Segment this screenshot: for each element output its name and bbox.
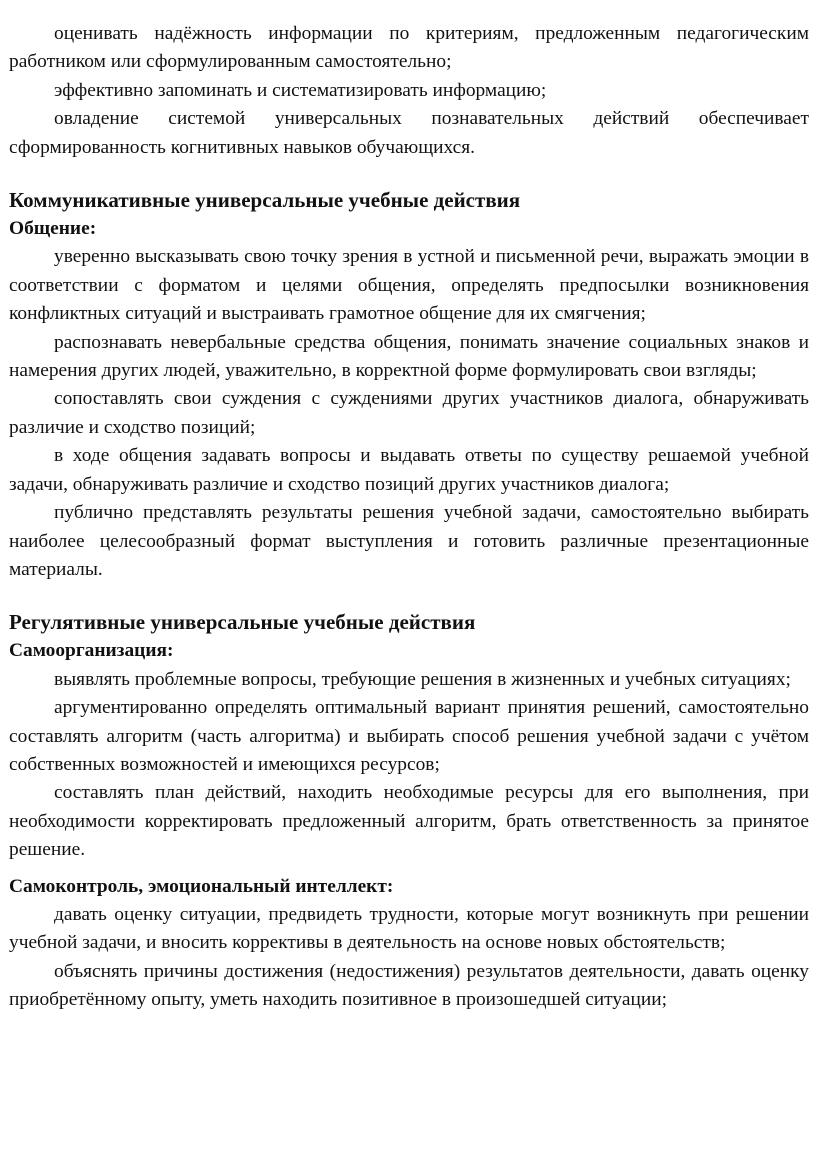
- list-item: аргументированно определять оптимальный вариант принятия решений, самостоятельно составлять алгоритм (часть алгоритма) и выбирать способ решения учебной задачи с учётом собственных возможностей и имеющихся ресурсов;: [9, 697, 809, 775]
- list-item: сопоставлять свои суждения с суждениями других участников диалога, обнаруживать различие и сходство позиций;: [9, 388, 809, 438]
- list-item: распознавать невербальные средства общения, понимать значение социальных знаков и намерения других людей, уважительно, в корректной форме формулировать свои взгляды;: [9, 331, 809, 382]
- list-item: уверенно высказывать свою точку зрения в устной и письменной речи, выражать эмоции в соответствии с форматом и целями общения, определять предпосылки возникновения конфликтных ситуаций и выстраивать грамотное общение для их смягчения;: [9, 246, 809, 325]
- list-item: выявлять проблемные вопросы, требующие решения в жизненных и учебных ситуациях;: [54, 668, 791, 690]
- paragraph: оценивать надёжность информации по критериям, предложенным педагогическим работником или сформулированным самостоятельно;: [9, 23, 809, 73]
- subheading-self-organization: Самоорганизация:: [9, 640, 174, 662]
- paragraph: овладение системой универсальных познавательных действий обеспечивает сформированность когнитивных навыков обучающихся.: [9, 108, 809, 158]
- paragraph: эффективно запоминать и систематизировать информацию;: [54, 79, 547, 101]
- subheading-communication: Общение:: [9, 218, 97, 240]
- list-item: давать оценку ситуации, предвидеть трудности, которые могут возникнуть при решении учебной задачи, и вносить коррективы в деятельность на основе новых обстоятельств;: [9, 903, 809, 954]
- section-gap: [9, 584, 809, 608]
- section-gap: [9, 865, 809, 873]
- section-heading-communicative: Коммуникативные универсальные учебные действия: [9, 188, 521, 213]
- section-gap: [9, 162, 809, 186]
- list-item: в ходе общения задавать вопросы и выдавать ответы по существу решаемой учебной задачи, обнаруживать различие и сходство позиций других участников диалога;: [9, 445, 809, 495]
- list-item: публично представлять результаты решения учебной задачи, самостоятельно выбирать наиболее целесообразный формат выступления и готовить различные презентационные материалы.: [9, 502, 809, 580]
- list-item: составлять план действий, находить необходимые ресурсы для его выполнения, при необходимости корректировать предложенный алгоритм, брать ответственность за принятое решение.: [9, 782, 809, 861]
- list-item: объяснять причины достижения (недостижения) результатов деятельности, давать оценку приобретённому опыту, уметь находить позитивное в произошедшей ситуации;: [9, 960, 809, 1011]
- document-page: [9, 0, 809, 1015]
- section-heading-regulatory: Регулятивные универсальные учебные действия: [9, 610, 476, 635]
- subheading-self-control: Самоконтроль, эмоциональный интеллект:: [9, 875, 394, 897]
